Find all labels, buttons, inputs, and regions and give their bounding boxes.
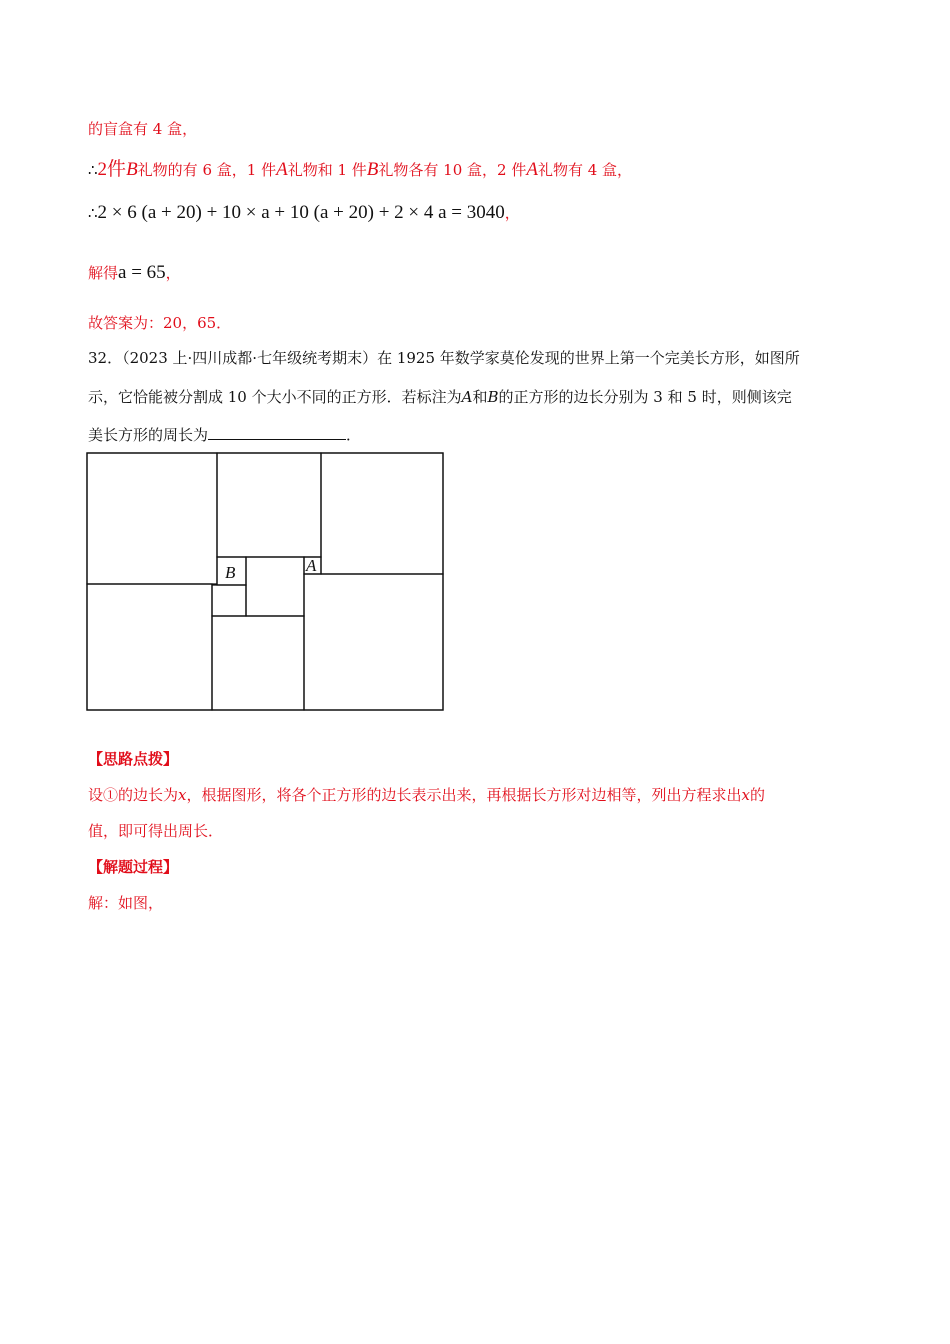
gift-text-1: 2件 bbox=[97, 159, 127, 180]
problem-text-3: 美长方形的周长为 bbox=[88, 426, 209, 444]
gift-label-a-2: A bbox=[526, 159, 538, 180]
gift-text-5: 礼物有 4 盒， bbox=[537, 161, 633, 179]
problem-text-3-end: ． bbox=[346, 426, 362, 444]
problem-text-2c: 的正方形的边长分别为 3 和 5 时，则侧该完 bbox=[498, 388, 792, 406]
problem-number: 32． bbox=[88, 349, 123, 367]
problem-label-b: B bbox=[487, 388, 499, 406]
problem-line-1 bbox=[88, 347, 800, 368]
gift-text-4: 礼物各有 10 盒，2 件 bbox=[378, 161, 527, 179]
solution-line-gifts bbox=[88, 154, 632, 181]
problem-text-2a: 示，它恰能被分割成 10 个大小不同的正方形．若标注为 bbox=[88, 388, 462, 406]
solve-tail: ， bbox=[165, 264, 181, 282]
equation-tail: ， bbox=[504, 204, 520, 222]
problem-line-2 bbox=[88, 386, 792, 407]
hint-var-x-2: x bbox=[741, 786, 750, 804]
hint-heading: 【思路点拨】 bbox=[88, 750, 179, 768]
square-small-left bbox=[212, 585, 246, 616]
equation-line bbox=[88, 202, 520, 224]
outer-rectangle bbox=[87, 453, 443, 710]
perfect-rectangle-figure bbox=[86, 452, 446, 714]
figure-label-a: A bbox=[306, 556, 317, 575]
therefore-symbol: ∴ bbox=[88, 161, 98, 179]
hint-text-1c: 的 bbox=[749, 786, 765, 804]
hint-text-1b: ，根据图形，将各个正方形的边长表示出来，再根据长方形对边相等，列出方程求出 bbox=[186, 786, 742, 804]
process-heading: 【解题过程】 bbox=[88, 858, 179, 876]
square-top-right bbox=[321, 453, 443, 574]
solve-prefix: 解得 bbox=[88, 264, 119, 282]
gift-label-a: A bbox=[276, 159, 288, 180]
problem-text-2b: 和 bbox=[472, 388, 488, 406]
problem-source: （2023 上·四川成都·七年级统考期末） bbox=[122, 349, 378, 367]
square-top-left bbox=[87, 453, 217, 584]
equation-expression: 2 × 6 (a + 20) + 10 × a + 10 (a + 20) + 2 × 4 a = 3040 bbox=[97, 202, 505, 223]
hint-line-1 bbox=[88, 784, 765, 805]
gift-text-3: 礼物和 1 件 bbox=[287, 161, 367, 179]
answer-blank bbox=[208, 425, 346, 440]
answer-line: 故答案为：20，65． bbox=[88, 314, 232, 332]
solve-expression: a = 65 bbox=[118, 262, 166, 283]
square-top-middle bbox=[217, 453, 321, 557]
problem-line-3 bbox=[88, 424, 361, 445]
hint-var-x: x bbox=[178, 786, 187, 804]
therefore-symbol: ∴ bbox=[88, 204, 98, 222]
gift-label-b: B bbox=[126, 159, 138, 180]
hint-text-1a: 设①的边长为 bbox=[88, 786, 179, 804]
square-bottom-middle bbox=[212, 616, 304, 710]
square-bottom-left bbox=[87, 584, 212, 710]
figure-label-b: B bbox=[225, 563, 236, 582]
gift-text-2: 礼物的有 6 盒，1 件 bbox=[137, 161, 277, 179]
process-line-1: 解：如图， bbox=[88, 894, 164, 912]
problem-label-a: A bbox=[461, 388, 473, 406]
square-center bbox=[246, 557, 304, 616]
square-bottom-right bbox=[304, 574, 443, 710]
gift-label-b-2: B bbox=[366, 159, 379, 180]
problem-text-1: 在 1925 年数学家莫伦发现的世界上第一个完美长方形，如图所 bbox=[377, 349, 800, 367]
solve-line bbox=[88, 262, 181, 284]
solution-line-boxes: 的盲盒有 4 盒， bbox=[88, 120, 198, 138]
hint-line-2: 值，即可得出周长． bbox=[88, 822, 224, 840]
